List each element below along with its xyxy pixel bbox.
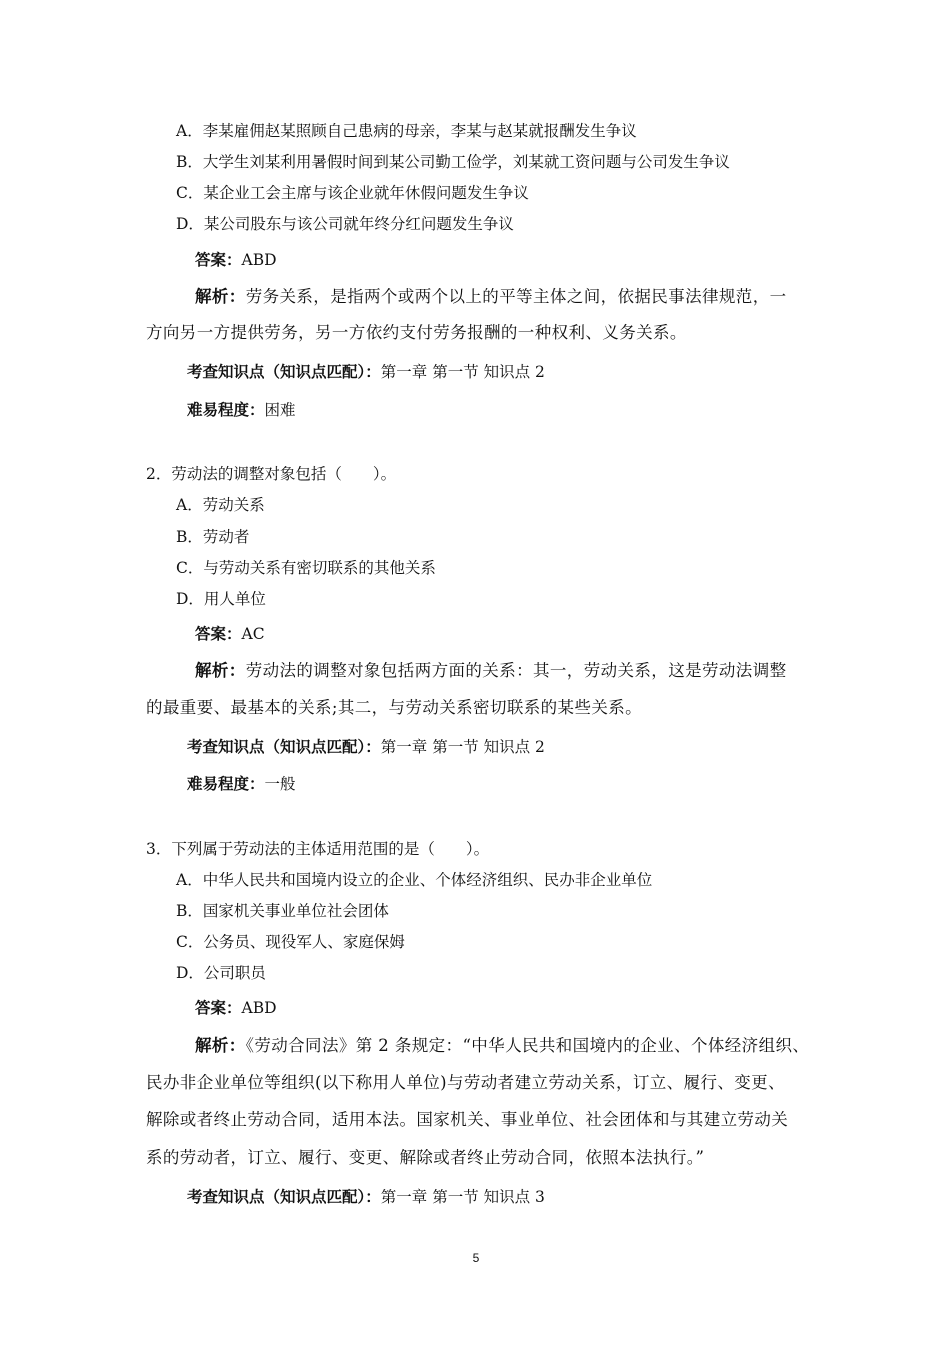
analysis-text: 劳务关系，是指两个或两个以上的平等主体之间，依据民事法律规范，一 bbox=[245, 287, 787, 306]
q1-answer bbox=[195, 250, 277, 270]
q1-analysis bbox=[195, 287, 787, 307]
q1-option-a: A．李某雇佣赵某照顾自己患病的母亲，李某与赵某就报酬发生争议 bbox=[176, 122, 637, 140]
q3-knowledge-point bbox=[187, 1187, 545, 1207]
q2-option-a: A．劳动关系 bbox=[176, 496, 265, 514]
answer-value: ABD bbox=[241, 251, 277, 269]
q3-analysis-cont-2: 解除或者终止劳动合同，适用本法。国家机关、事业单位、社会团体和与其建立劳动关 bbox=[146, 1110, 789, 1129]
answer-label: 答案： bbox=[195, 250, 242, 269]
analysis-label: 解析： bbox=[195, 661, 246, 680]
q1-difficulty bbox=[187, 400, 296, 420]
analysis-label: 解析： bbox=[195, 287, 246, 306]
q3-analysis bbox=[195, 1036, 809, 1056]
q3-analysis-cont-1: 民办非企业单位等组织(以下称用人单位)与劳动者建立劳动关系，订立、履行、变更、 bbox=[146, 1073, 785, 1092]
analysis-text: 劳动法的调整对象包括两方面的关系：其一，劳动关系，这是劳动法调整 bbox=[245, 661, 787, 680]
q2-knowledge-point bbox=[187, 737, 545, 757]
q3-option-d: D．公司职员 bbox=[176, 964, 266, 982]
q2-difficulty bbox=[187, 774, 296, 794]
kp-value: 第一章 第一节 知识点 3 bbox=[380, 1188, 545, 1206]
q1-option-c: C．某企业工会主席与该企业就年休假问题发生争议 bbox=[176, 184, 529, 202]
page-number: 5 bbox=[472, 1251, 480, 1265]
answer-label: 答案： bbox=[195, 998, 242, 1017]
q2-option-d: D．用人单位 bbox=[176, 590, 266, 608]
kp-value: 第一章 第一节 知识点 2 bbox=[380, 738, 545, 756]
q3-answer bbox=[195, 998, 277, 1018]
kp-value: 第一章 第一节 知识点 2 bbox=[380, 363, 545, 381]
q2-answer bbox=[195, 624, 265, 644]
kp-label: 考查知识点（知识点匹配）： bbox=[187, 737, 381, 756]
q3-analysis-cont-3: 系的劳动者，订立、履行、变更、解除或者终止劳动合同，依照本法执行。” bbox=[146, 1148, 705, 1167]
q1-analysis-cont: 方向另一方提供劳务，另一方依约支付劳务报酬的一种权利、义务关系。 bbox=[146, 323, 687, 342]
q2-option-b: B．劳动者 bbox=[176, 528, 250, 546]
analysis-label: 解析： bbox=[195, 1036, 246, 1055]
kp-label: 考查知识点（知识点匹配）： bbox=[187, 362, 381, 381]
q3-option-a: A．中华人民共和国境内设立的企业、个体经济组织、民办非企业单位 bbox=[176, 871, 653, 889]
kp-label: 考查知识点（知识点匹配）： bbox=[187, 1187, 381, 1206]
q1-option-b: B．大学生刘某利用暑假时间到某公司勤工俭学，刘某就工资问题与公司发生争议 bbox=[176, 153, 730, 171]
answer-value: AC bbox=[241, 625, 265, 643]
q2-analysis-cont: 的最重要、最基本的关系;其二，与劳动关系密切联系的某些关系。 bbox=[146, 698, 643, 717]
q3-option-b: B．国家机关事业单位社会团体 bbox=[176, 902, 389, 920]
q1-option-d: D．某公司股东与该公司就年终分红问题发生争议 bbox=[176, 215, 514, 233]
difficulty-label: 难易程度： bbox=[187, 400, 265, 419]
q2-analysis bbox=[195, 661, 787, 681]
difficulty-label: 难易程度： bbox=[187, 774, 265, 793]
difficulty-value: 一般 bbox=[264, 775, 296, 793]
answer-label: 答案： bbox=[195, 624, 242, 643]
q3-stem: 3．下列属于劳动法的主体适用范围的是（ ）。 bbox=[146, 840, 490, 858]
q2-stem: 2．劳动法的调整对象包括（ ）。 bbox=[146, 465, 397, 483]
analysis-text: 《劳动合同法》第 2 条规定：“中华人民共和国境内的企业、个体经济组织、 bbox=[245, 1036, 810, 1055]
answer-value: ABD bbox=[241, 999, 277, 1017]
q2-option-c: C．与劳动关系有密切联系的其他关系 bbox=[176, 559, 436, 577]
q3-option-c: C．公务员、现役军人、家庭保姆 bbox=[176, 933, 405, 951]
q1-knowledge-point bbox=[187, 362, 545, 382]
difficulty-value: 困难 bbox=[264, 401, 296, 419]
